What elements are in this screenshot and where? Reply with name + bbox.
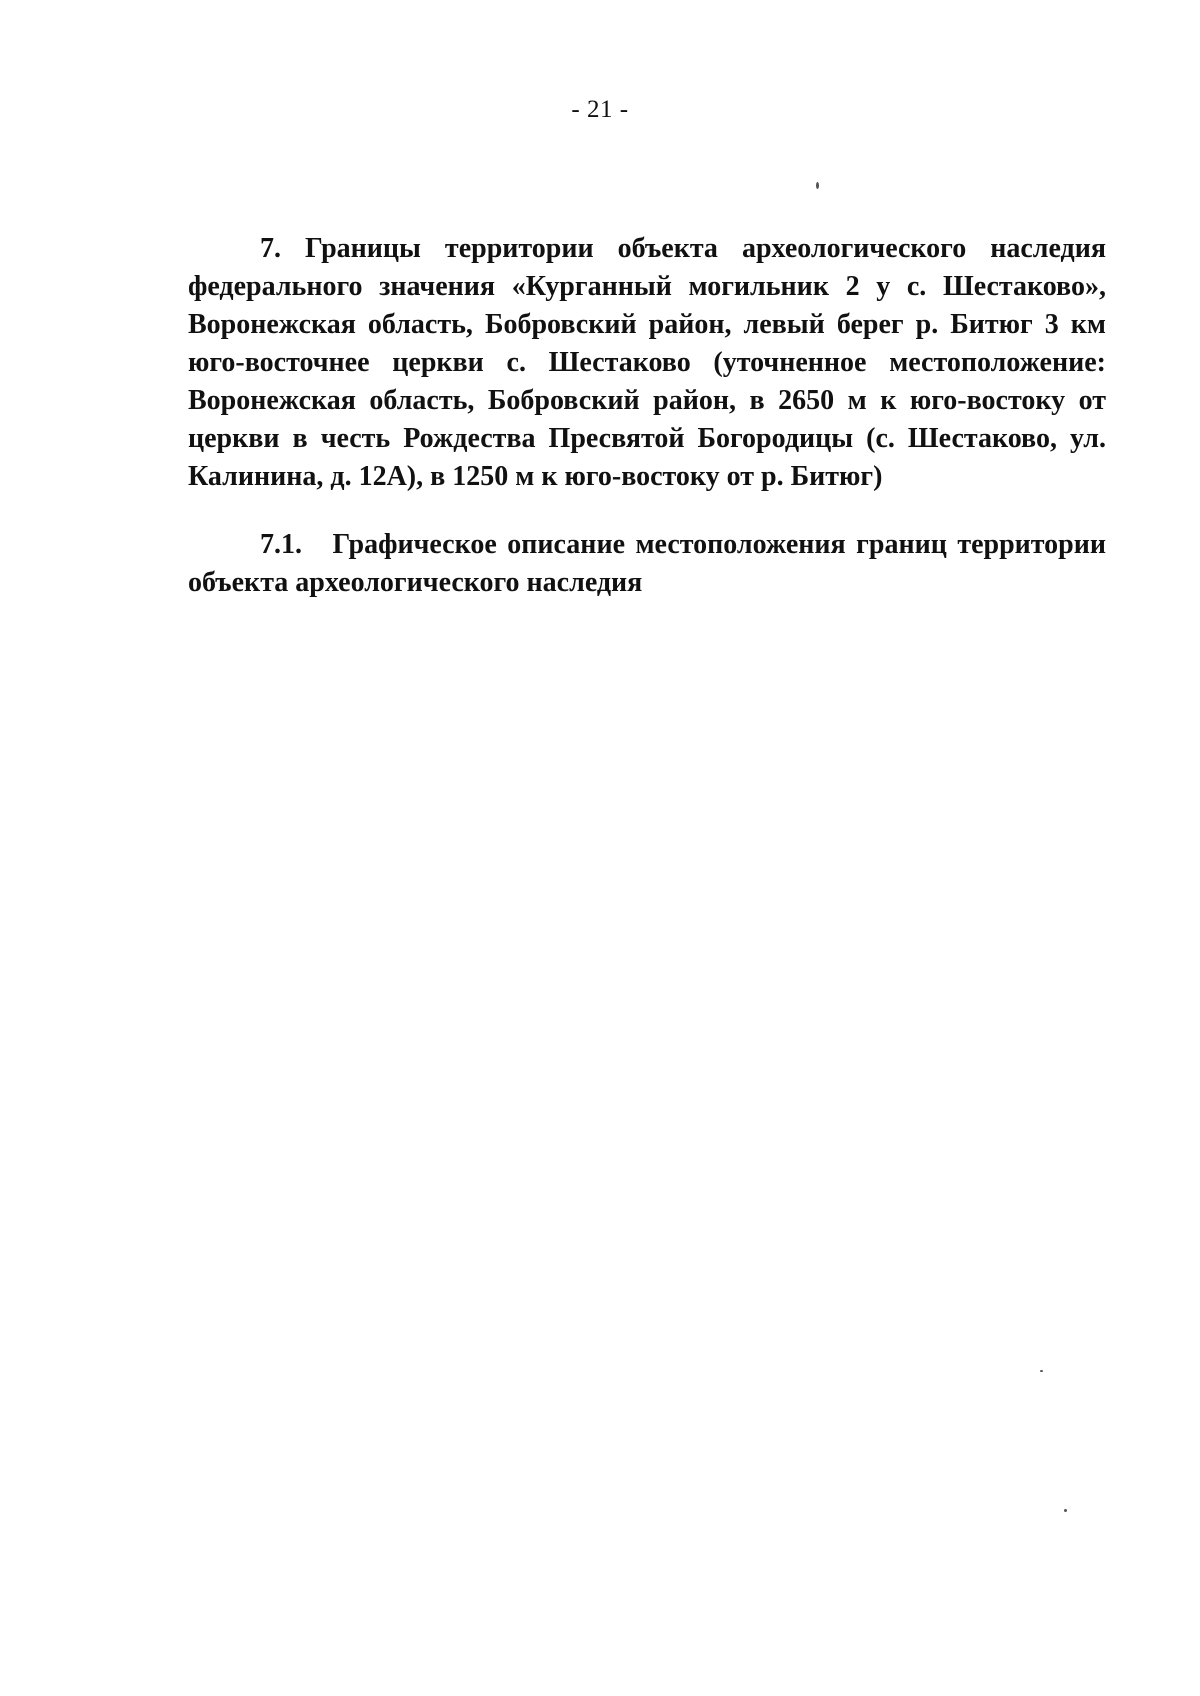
page-number: - 21 - [571,96,629,123]
section-number: 7. [260,233,281,264]
section-7-heading [188,230,1106,496]
section-text: Границы территории объекта археологического наследия федерального значения «Курганный могильник 2 у с. Шестаково», Воронежская область, Бобровский район, левый берег р. Битюг 3 км юго-восточнее церкви с. Шестаково (уточненное местоположение: Воронежская область, Бобровский район, в 2650 м к юго-востоку от церкви в честь Рождества Пресвятой Богородицы (с. Шестаково, ул. Калинина, д. 12А), в 1250 м к юго-востоку от р. Битюг) [188,233,1106,492]
section-number: 7.1. [260,529,302,560]
scan-speck [1040,1370,1043,1372]
scan-speck [1064,1509,1067,1512]
section-7-1-heading [188,526,1106,602]
section-text: Графическое описание местоположения границ территории объекта археологического наследия [188,529,1107,598]
scan-speck [816,182,819,189]
